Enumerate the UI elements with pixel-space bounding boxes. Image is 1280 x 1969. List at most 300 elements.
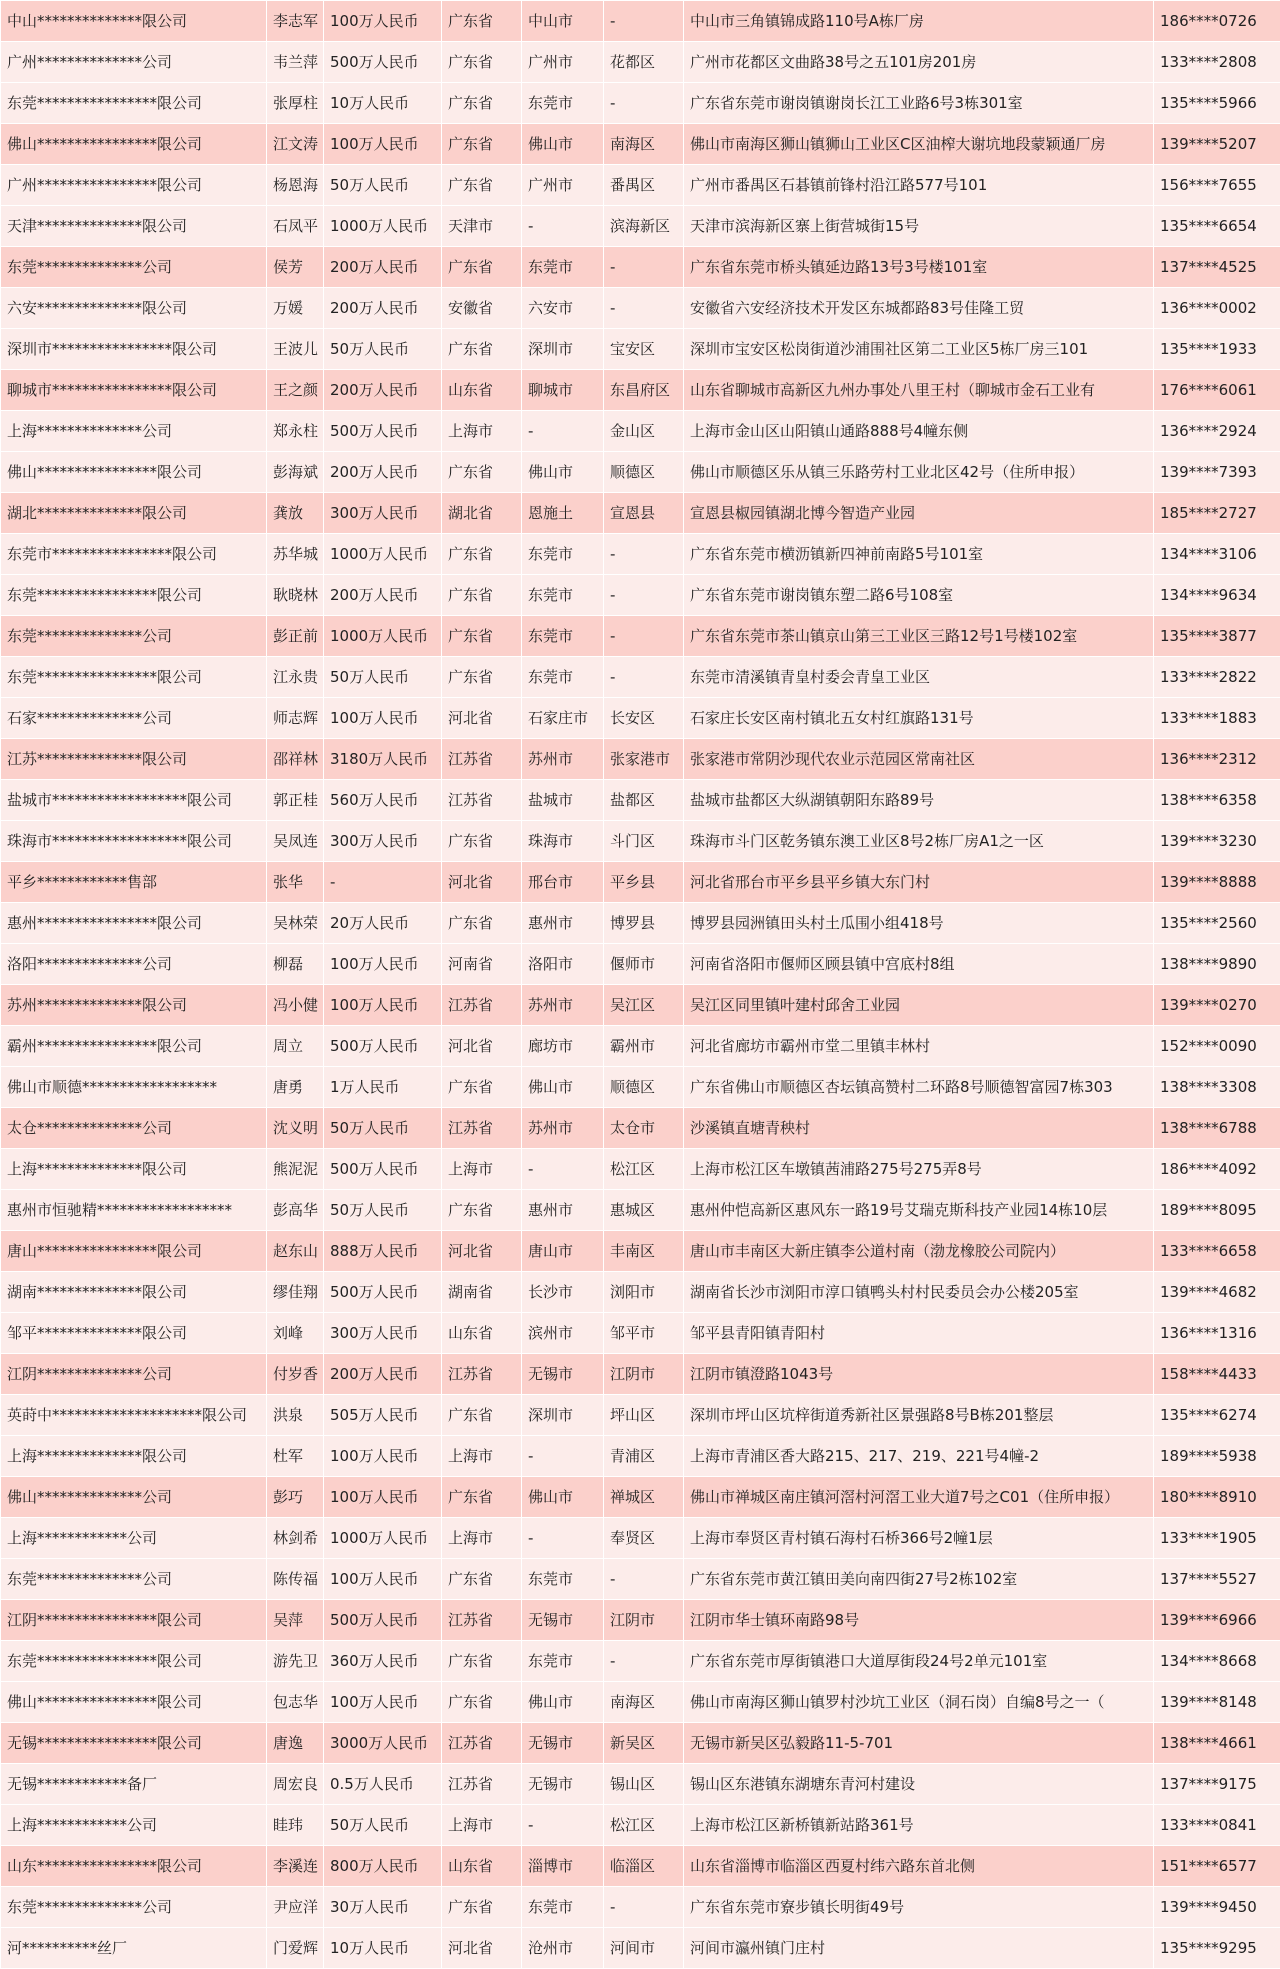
address-cell: 盐城市盐都区大纵湖镇朝阳东路89号 [684, 780, 1154, 821]
city-cell: 中山市 [522, 1, 604, 42]
address-cell: 天津市滨海新区寨上街营城街15号 [684, 206, 1154, 247]
registered-capital-cell: 200万人民币 [324, 247, 442, 288]
city-cell: 佛山市 [522, 452, 604, 493]
city-cell: 惠州市 [522, 1190, 604, 1231]
phone-cell: 133****1905 [1154, 1518, 1280, 1559]
company-name-cell: 江苏**************限公司 [1, 739, 267, 780]
phone-cell: 134****8668 [1154, 1641, 1280, 1682]
address-cell: 广东省东莞市茶山镇京山第三工业区三路12号1号楼102室 [684, 616, 1154, 657]
address-cell: 广东省东莞市黄江镇田美向南四街27号2栋102室 [684, 1559, 1154, 1600]
contact-person-cell: 彭巧 [267, 1477, 324, 1518]
city-cell: 苏州市 [522, 985, 604, 1026]
table-row [1, 903, 1280, 944]
table-row [1, 1723, 1280, 1764]
table-row [1, 83, 1280, 124]
district-cell: 金山区 [604, 411, 684, 452]
phone-cell: 133****6658 [1154, 1231, 1280, 1272]
address-cell: 东莞市清溪镇青皇村委会青皇工业区 [684, 657, 1154, 698]
company-name-cell: 山东****************限公司 [1, 1846, 267, 1887]
contact-person-cell: 眭玮 [267, 1805, 324, 1846]
company-name-cell: 东莞市****************限公司 [1, 534, 267, 575]
registered-capital-cell: 100万人民币 [324, 1477, 442, 1518]
registered-capital-cell: 3180万人民币 [324, 739, 442, 780]
table-row [1, 1641, 1280, 1682]
table-row [1, 411, 1280, 452]
phone-cell: 135****3877 [1154, 616, 1280, 657]
registered-capital-cell: 30万人民币 [324, 1887, 442, 1928]
district-cell: - [604, 1641, 684, 1682]
province-cell: 广东省 [442, 1477, 522, 1518]
phone-cell: 133****2808 [1154, 42, 1280, 83]
registered-capital-cell: - [324, 862, 442, 903]
city-cell: 东莞市 [522, 657, 604, 698]
phone-cell: 186****0726 [1154, 1, 1280, 42]
district-cell: 禅城区 [604, 1477, 684, 1518]
province-cell: 湖北省 [442, 493, 522, 534]
province-cell: 河北省 [442, 1026, 522, 1067]
district-cell: - [604, 1559, 684, 1600]
district-cell: 宝安区 [604, 329, 684, 370]
table-row [1, 1354, 1280, 1395]
city-cell: 佛山市 [522, 1477, 604, 1518]
province-cell: 广东省 [442, 1641, 522, 1682]
company-name-cell: 上海**************公司 [1, 411, 267, 452]
city-cell: 东莞市 [522, 83, 604, 124]
address-cell: 博罗县园洲镇田头村土瓜围小组418号 [684, 903, 1154, 944]
city-cell: - [522, 1518, 604, 1559]
table-row [1, 616, 1280, 657]
phone-cell: 136****2924 [1154, 411, 1280, 452]
city-cell: 唐山市 [522, 1231, 604, 1272]
table-row [1, 862, 1280, 903]
address-cell: 广东省东莞市谢岗镇谢岗长江工业路6号3栋301室 [684, 83, 1154, 124]
registered-capital-cell: 10万人民币 [324, 83, 442, 124]
address-cell: 广东省东莞市厚街镇港口大道厚街段24号2单元101室 [684, 1641, 1154, 1682]
company-name-cell: 广州**************公司 [1, 42, 267, 83]
contact-person-cell: 耿晓林 [267, 575, 324, 616]
registered-capital-cell: 200万人民币 [324, 1354, 442, 1395]
city-cell: 洛阳市 [522, 944, 604, 985]
table-row [1, 698, 1280, 739]
table-row [1, 452, 1280, 493]
table-row [1, 657, 1280, 698]
address-cell: 锡山区东港镇东湖塘东青河村建设 [684, 1764, 1154, 1805]
address-cell: 广州市花都区文曲路38号之五101房201房 [684, 42, 1154, 83]
address-cell: 上海市金山区山阳镇山通路888号4幢东侧 [684, 411, 1154, 452]
phone-cell: 156****7655 [1154, 165, 1280, 206]
province-cell: 河北省 [442, 1928, 522, 1969]
table-row [1, 370, 1280, 411]
district-cell: 东昌府区 [604, 370, 684, 411]
contact-person-cell: 彭海斌 [267, 452, 324, 493]
province-cell: 上海市 [442, 411, 522, 452]
address-cell: 宣恩县椒园镇湖北博今智造产业园 [684, 493, 1154, 534]
province-cell: 广东省 [442, 1067, 522, 1108]
district-cell: 太仓市 [604, 1108, 684, 1149]
address-cell: 上海市松江区车墩镇茜浦路275号275弄8号 [684, 1149, 1154, 1190]
registered-capital-cell: 560万人民币 [324, 780, 442, 821]
province-cell: 江苏省 [442, 739, 522, 780]
address-cell: 张家港市常阴沙现代农业示范园区常南社区 [684, 739, 1154, 780]
address-cell: 惠州仲恺高新区惠风东一路19号艾瑞克斯科技产业园14栋10层 [684, 1190, 1154, 1231]
registered-capital-cell: 100万人民币 [324, 698, 442, 739]
city-cell: 盐城市 [522, 780, 604, 821]
contact-person-cell: 彭正前 [267, 616, 324, 657]
table-row [1, 1518, 1280, 1559]
company-name-cell: 佛山**************公司 [1, 1477, 267, 1518]
contact-person-cell: 冯小健 [267, 985, 324, 1026]
city-cell: 东莞市 [522, 534, 604, 575]
phone-cell: 151****6577 [1154, 1846, 1280, 1887]
district-cell: 惠城区 [604, 1190, 684, 1231]
registered-capital-cell: 200万人民币 [324, 288, 442, 329]
contact-person-cell: 唐勇 [267, 1067, 324, 1108]
city-cell: 东莞市 [522, 616, 604, 657]
table-row [1, 206, 1280, 247]
table-row [1, 329, 1280, 370]
province-cell: 江苏省 [442, 1108, 522, 1149]
phone-cell: 137****9175 [1154, 1764, 1280, 1805]
phone-cell: 186****4092 [1154, 1149, 1280, 1190]
registered-capital-cell: 50万人民币 [324, 329, 442, 370]
city-cell: - [522, 1149, 604, 1190]
city-cell: 聊城市 [522, 370, 604, 411]
company-name-cell: 苏州**************限公司 [1, 985, 267, 1026]
province-cell: 上海市 [442, 1149, 522, 1190]
city-cell: - [522, 206, 604, 247]
table-row [1, 1764, 1280, 1805]
city-cell: 广州市 [522, 42, 604, 83]
phone-cell: 137****5527 [1154, 1559, 1280, 1600]
district-cell: - [604, 616, 684, 657]
province-cell: 广东省 [442, 616, 522, 657]
contact-person-cell: 吴林荣 [267, 903, 324, 944]
address-cell: 珠海市斗门区乾务镇东澳工业区8号2栋厂房A1之一区 [684, 821, 1154, 862]
registered-capital-cell: 100万人民币 [324, 985, 442, 1026]
phone-cell: 135****2560 [1154, 903, 1280, 944]
address-cell: 无锡市新吴区弘毅路11-5-701 [684, 1723, 1154, 1764]
district-cell: 斗门区 [604, 821, 684, 862]
phone-cell: 135****6274 [1154, 1395, 1280, 1436]
province-cell: 山东省 [442, 370, 522, 411]
registered-capital-cell: 50万人民币 [324, 657, 442, 698]
table-row [1, 1887, 1280, 1928]
district-cell: - [604, 83, 684, 124]
phone-cell: 139****4682 [1154, 1272, 1280, 1313]
registered-capital-cell: 888万人民币 [324, 1231, 442, 1272]
table-row [1, 821, 1280, 862]
contact-person-cell: 王之颜 [267, 370, 324, 411]
phone-cell: 138****9890 [1154, 944, 1280, 985]
registered-capital-cell: 50万人民币 [324, 1805, 442, 1846]
phone-cell: 133****1883 [1154, 698, 1280, 739]
province-cell: 广东省 [442, 1395, 522, 1436]
province-cell: 上海市 [442, 1805, 522, 1846]
registered-capital-cell: 100万人民币 [324, 124, 442, 165]
contact-person-cell: 张厚柱 [267, 83, 324, 124]
province-cell: 广东省 [442, 42, 522, 83]
company-name-cell: 河**********丝厂 [1, 1928, 267, 1969]
district-cell: 松江区 [604, 1805, 684, 1846]
table-row [1, 1477, 1280, 1518]
company-name-cell: 唐山****************限公司 [1, 1231, 267, 1272]
phone-cell: 135****1933 [1154, 329, 1280, 370]
company-name-cell: 六安**************限公司 [1, 288, 267, 329]
contact-person-cell: 游先卫 [267, 1641, 324, 1682]
city-cell: 苏州市 [522, 1108, 604, 1149]
contact-person-cell: 林剑希 [267, 1518, 324, 1559]
company-name-cell: 霸州****************限公司 [1, 1026, 267, 1067]
phone-cell: 133****2822 [1154, 657, 1280, 698]
contact-person-cell: 李溪连 [267, 1846, 324, 1887]
contact-person-cell: 张华 [267, 862, 324, 903]
province-cell: 湖南省 [442, 1272, 522, 1313]
province-cell: 广东省 [442, 124, 522, 165]
province-cell: 江苏省 [442, 780, 522, 821]
company-name-cell: 无锡****************限公司 [1, 1723, 267, 1764]
address-cell: 沙溪镇直塘青秧村 [684, 1108, 1154, 1149]
table-row [1, 1231, 1280, 1272]
registered-capital-cell: 200万人民币 [324, 370, 442, 411]
table-row [1, 247, 1280, 288]
province-cell: 安徽省 [442, 288, 522, 329]
city-cell: 苏州市 [522, 739, 604, 780]
registered-capital-cell: 50万人民币 [324, 165, 442, 206]
phone-cell: 139****6966 [1154, 1600, 1280, 1641]
district-cell: - [604, 1, 684, 42]
city-cell: 东莞市 [522, 1559, 604, 1600]
contact-person-cell: 江文涛 [267, 124, 324, 165]
city-cell: 深圳市 [522, 329, 604, 370]
city-cell: 沧州市 [522, 1928, 604, 1969]
registered-capital-cell: 100万人民币 [324, 1436, 442, 1477]
district-cell: 临淄区 [604, 1846, 684, 1887]
contact-person-cell: 万媛 [267, 288, 324, 329]
registered-capital-cell: 300万人民币 [324, 493, 442, 534]
phone-cell: 134****3106 [1154, 534, 1280, 575]
address-cell: 广东省佛山市顺德区杏坛镇高赞村二环路8号顺德智富园7栋303 [684, 1067, 1154, 1108]
city-cell: 长沙市 [522, 1272, 604, 1313]
city-cell: - [522, 411, 604, 452]
city-cell: 恩施土 [522, 493, 604, 534]
table-row [1, 1395, 1280, 1436]
company-name-cell: 江阴****************限公司 [1, 1600, 267, 1641]
table-row [1, 1108, 1280, 1149]
city-cell: 东莞市 [522, 247, 604, 288]
table-row [1, 944, 1280, 985]
province-cell: 广东省 [442, 1559, 522, 1600]
registered-capital-cell: 20万人民币 [324, 903, 442, 944]
province-cell: 天津市 [442, 206, 522, 247]
contact-person-cell: 师志辉 [267, 698, 324, 739]
district-cell: 青浦区 [604, 1436, 684, 1477]
province-cell: 广东省 [442, 903, 522, 944]
registered-capital-cell: 500万人民币 [324, 411, 442, 452]
district-cell: 松江区 [604, 1149, 684, 1190]
company-name-cell: 中山**************限公司 [1, 1, 267, 42]
province-cell: 广东省 [442, 329, 522, 370]
province-cell: 江苏省 [442, 1764, 522, 1805]
address-cell: 中山市三角镇锦成路110号A栋厂房 [684, 1, 1154, 42]
province-cell: 河北省 [442, 698, 522, 739]
registered-capital-cell: 500万人民币 [324, 1149, 442, 1190]
city-cell: 佛山市 [522, 124, 604, 165]
table-row [1, 493, 1280, 534]
address-cell: 佛山市南海区狮山镇狮山工业区C区油榨大谢坑地段蒙颖通厂房 [684, 124, 1154, 165]
city-cell: 滨州市 [522, 1313, 604, 1354]
table-row [1, 739, 1280, 780]
company-name-cell: 上海************公司 [1, 1805, 267, 1846]
phone-cell: 138****3308 [1154, 1067, 1280, 1108]
phone-cell: 139****8148 [1154, 1682, 1280, 1723]
table-row [1, 1436, 1280, 1477]
district-cell: - [604, 247, 684, 288]
phone-cell: 139****5207 [1154, 124, 1280, 165]
address-cell: 深圳市坪山区坑梓街道秀新社区景强路8号B栋201整层 [684, 1395, 1154, 1436]
table-row [1, 165, 1280, 206]
company-name-cell: 佛山市顺德****************** [1, 1067, 267, 1108]
contact-person-cell: 江永贵 [267, 657, 324, 698]
city-cell: 邢台市 [522, 862, 604, 903]
contact-person-cell: 门爱辉 [267, 1928, 324, 1969]
company-name-cell: 佛山****************限公司 [1, 1682, 267, 1723]
company-name-cell: 石家**************公司 [1, 698, 267, 739]
phone-cell: 133****0841 [1154, 1805, 1280, 1846]
city-cell: 无锡市 [522, 1764, 604, 1805]
province-cell: 广东省 [442, 1, 522, 42]
address-cell: 上海市青浦区香大路215、217、219、221号4幢-2 [684, 1436, 1154, 1477]
phone-cell: 137****4525 [1154, 247, 1280, 288]
phone-cell: 136****1316 [1154, 1313, 1280, 1354]
contact-person-cell: 赵东山 [267, 1231, 324, 1272]
city-cell: 广州市 [522, 165, 604, 206]
registered-capital-cell: 1000万人民币 [324, 1518, 442, 1559]
phone-cell: 180****8910 [1154, 1477, 1280, 1518]
province-cell: 广东省 [442, 83, 522, 124]
registered-capital-cell: 1万人民币 [324, 1067, 442, 1108]
province-cell: 广东省 [442, 165, 522, 206]
company-name-cell: 湖北**************限公司 [1, 493, 267, 534]
contact-person-cell: 李志军 [267, 1, 324, 42]
contact-person-cell: 包志华 [267, 1682, 324, 1723]
table-row [1, 575, 1280, 616]
contact-person-cell: 韦兰萍 [267, 42, 324, 83]
company-name-cell: 东莞**************公司 [1, 616, 267, 657]
registered-capital-cell: 10万人民币 [324, 1928, 442, 1969]
address-cell: 佛山市南海区狮山镇罗村沙坑工业区（洞石岗）自编8号之一（ [684, 1682, 1154, 1723]
address-cell: 广东省东莞市桥头镇延边路13号3号楼101室 [684, 247, 1154, 288]
city-cell: 廊坊市 [522, 1026, 604, 1067]
table-row [1, 1026, 1280, 1067]
district-cell: 锡山区 [604, 1764, 684, 1805]
table-row [1, 1190, 1280, 1231]
address-cell: 深圳市宝安区松岗街道沙浦围社区第二工业区5栋厂房三101 [684, 329, 1154, 370]
company-name-cell: 东莞**************公司 [1, 247, 267, 288]
registered-capital-cell: 0.5万人民币 [324, 1764, 442, 1805]
contact-person-cell: 杨恩海 [267, 165, 324, 206]
company-name-cell: 佛山****************限公司 [1, 452, 267, 493]
city-cell: 佛山市 [522, 1682, 604, 1723]
city-cell: 惠州市 [522, 903, 604, 944]
district-cell: 南海区 [604, 124, 684, 165]
table-row [1, 1067, 1280, 1108]
district-cell: 浏阳市 [604, 1272, 684, 1313]
company-name-cell: 东莞****************限公司 [1, 575, 267, 616]
district-cell: 盐都区 [604, 780, 684, 821]
phone-cell: 189****5938 [1154, 1436, 1280, 1477]
address-cell: 河北省邢台市平乡县平乡镇大东门村 [684, 862, 1154, 903]
contact-person-cell: 柳磊 [267, 944, 324, 985]
phone-cell: 152****0090 [1154, 1026, 1280, 1067]
district-cell: - [604, 1887, 684, 1928]
phone-cell: 136****0002 [1154, 288, 1280, 329]
city-cell: 珠海市 [522, 821, 604, 862]
province-cell: 江苏省 [442, 1600, 522, 1641]
address-cell: 河间市瀛州镇门庄村 [684, 1928, 1154, 1969]
province-cell: 广东省 [442, 821, 522, 862]
city-cell: 东莞市 [522, 1641, 604, 1682]
contact-person-cell: 石凤平 [267, 206, 324, 247]
contact-person-cell: 唐逸 [267, 1723, 324, 1764]
company-name-cell: 聊城市****************限公司 [1, 370, 267, 411]
address-cell: 江阴市镇澄路1043号 [684, 1354, 1154, 1395]
city-cell: 无锡市 [522, 1600, 604, 1641]
district-cell: - [604, 534, 684, 575]
city-cell: 无锡市 [522, 1354, 604, 1395]
company-name-cell: 东莞****************限公司 [1, 83, 267, 124]
province-cell: 山东省 [442, 1313, 522, 1354]
district-cell: 顺德区 [604, 452, 684, 493]
province-cell: 河南省 [442, 944, 522, 985]
contact-person-cell: 龚放 [267, 493, 324, 534]
phone-cell: 139****7393 [1154, 452, 1280, 493]
province-cell: 江苏省 [442, 1723, 522, 1764]
province-cell: 广东省 [442, 1682, 522, 1723]
contact-person-cell: 陈传福 [267, 1559, 324, 1600]
registered-capital-cell: 100万人民币 [324, 1, 442, 42]
contact-person-cell: 郭正桂 [267, 780, 324, 821]
address-cell: 湖南省长沙市浏阳市淳口镇鸭头村村民委员会办公楼205室 [684, 1272, 1154, 1313]
company-name-cell: 上海**************限公司 [1, 1149, 267, 1190]
city-cell: 深圳市 [522, 1395, 604, 1436]
contact-person-cell: 彭高华 [267, 1190, 324, 1231]
registered-capital-cell: 500万人民币 [324, 1026, 442, 1067]
province-cell: 广东省 [442, 534, 522, 575]
address-cell: 安徽省六安经济技术开发区东城都路83号佳隆工贸 [684, 288, 1154, 329]
address-cell: 佛山市顺德区乐从镇三乐路劳村工业北区42号（住所申报） [684, 452, 1154, 493]
city-cell: 东莞市 [522, 575, 604, 616]
phone-cell: 158****4433 [1154, 1354, 1280, 1395]
company-name-cell: 太仓**************公司 [1, 1108, 267, 1149]
address-cell: 邹平县青阳镇青阳村 [684, 1313, 1154, 1354]
company-name-cell: 佛山****************限公司 [1, 124, 267, 165]
registered-capital-cell: 300万人民币 [324, 821, 442, 862]
city-cell: - [522, 1436, 604, 1477]
company-name-cell: 惠州****************限公司 [1, 903, 267, 944]
contact-person-cell: 侯芳 [267, 247, 324, 288]
table-row [1, 1682, 1280, 1723]
contact-person-cell: 周宏良 [267, 1764, 324, 1805]
city-cell: 淄博市 [522, 1846, 604, 1887]
registered-capital-cell: 360万人民币 [324, 1641, 442, 1682]
phone-cell: 139****9450 [1154, 1887, 1280, 1928]
address-cell: 广东省东莞市寮步镇长明街49号 [684, 1887, 1154, 1928]
district-cell: - [604, 575, 684, 616]
contact-person-cell: 尹应洋 [267, 1887, 324, 1928]
table-row [1, 1805, 1280, 1846]
phone-cell: 189****8095 [1154, 1190, 1280, 1231]
contact-person-cell: 邵祥林 [267, 739, 324, 780]
